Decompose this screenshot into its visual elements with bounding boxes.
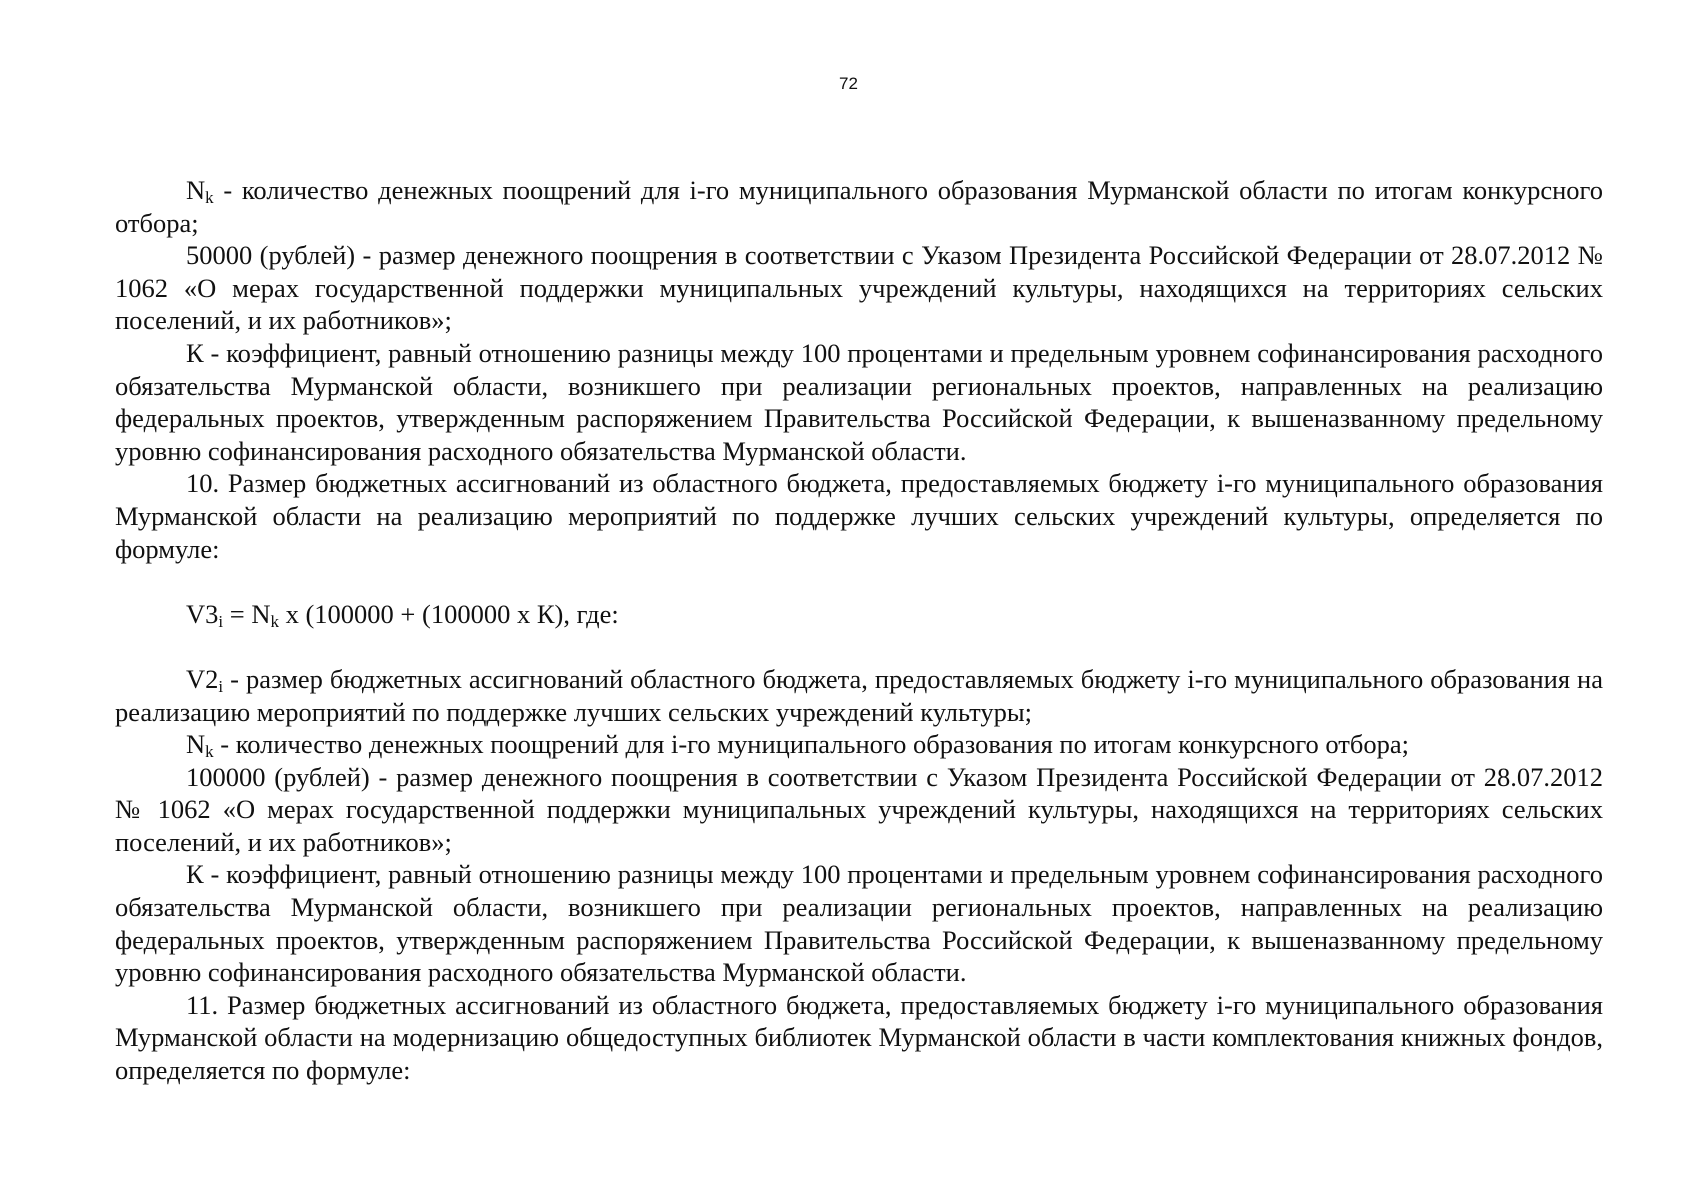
- nk-definition-text: - количество денежных поощрений для i-го муниципального образования Мурманской области по итогам конкурсного отбора;: [115, 175, 1603, 238]
- nk-symbol-2: N: [186, 729, 206, 760]
- paragraph-50000-definition: 50000 (рублей) - размер денежного поощрения в соответствии с Указом Президента Российской Федерации от 28.07.2012 № 1062 «О мерах государственной поддержки муниципальных учреждений культуры, находящихся на территориях сельских поселений, и их работников»;: [115, 240, 1603, 336]
- v2-subscript: i: [218, 676, 224, 696]
- formula-lhs: V3: [186, 598, 219, 629]
- nk-subscript: k: [205, 188, 214, 207]
- formula-nk-subscript: k: [270, 611, 279, 631]
- nk-subscript-2: k: [205, 742, 214, 762]
- paragraph-nk-definition-2: [115, 728, 1603, 761]
- page-number: 72: [839, 74, 858, 93]
- document-body: [115, 174, 1603, 1087]
- nk-definition-text-2: - количество денежных поощрений для i-го муниципального образования по итогам конкурсного отбора;: [213, 729, 1410, 760]
- paragraph-100000-definition: 100000 (рублей) - размер денежного поощрения в соответствии с Указом Президента Российской Федерации от 28.07.2012 № 1062 «О мерах государственной поддержки муниципальных учреждений культуры, находящихся на территориях сельских поселений, и их работников»;: [115, 761, 1603, 857]
- formula-v3: [115, 598, 1603, 631]
- paragraph-item-11: 11. Размер бюджетных ассигнований из областного бюджета, предоставляемых бюджету i-го муниципального образования Мурманской области на модернизацию общедоступных библиотек Мурманской области в части комплектования книжных фондов, определяется по формуле:: [115, 989, 1603, 1086]
- formula-lhs-subscript: i: [218, 611, 224, 631]
- v2-definition-text: - размер бюджетных ассигнований областного бюджета, предоставляемых бюджету i-го муниципального образования на реализацию мероприятий по поддержке лучших сельских учреждений культуры;: [115, 663, 1603, 727]
- paragraph-v2-definition: [115, 663, 1603, 728]
- formula-eq: = N: [223, 598, 271, 629]
- v2-symbol: V2: [186, 663, 219, 694]
- paragraph-item-10: 10. Размер бюджетных ассигнований из областного бюджета, предоставляемых бюджету i-го муниципального образования Мурманской области на реализацию мероприятий по поддержке лучших сельских учреждений культуры, определяется по формуле:: [115, 468, 1603, 564]
- paragraph-k-definition: К - коэффициент, равный отношению разницы между 100 процентами и предельным уровнем софинансирования расходного обязательства Мурманской области, возникшего при реализации региональных проектов, направленных на реализацию федеральных проектов, утвержденным распоряжением Правительства Российской Федерации, к вышеназванному предельному уровню софинансирования расходного обязательства Мурманской области.: [115, 337, 1603, 466]
- paragraph-nk-definition: [115, 174, 1603, 239]
- nk-symbol: N: [186, 175, 206, 205]
- paragraph-k-definition-2: К - коэффициент, равный отношению разницы между 100 процентами и предельным уровнем софинансирования расходного обязательства Мурманской области, возникшего при реализации региональных проектов, направленных на реализацию федеральных проектов, утвержденным распоряжением Правительства Российской Федерации, к вышеназванному предельному уровню софинансирования расходного обязательства Мурманской области.: [115, 859, 1603, 988]
- formula-rhs: x (100000 + (100000 x К), где:: [278, 598, 619, 629]
